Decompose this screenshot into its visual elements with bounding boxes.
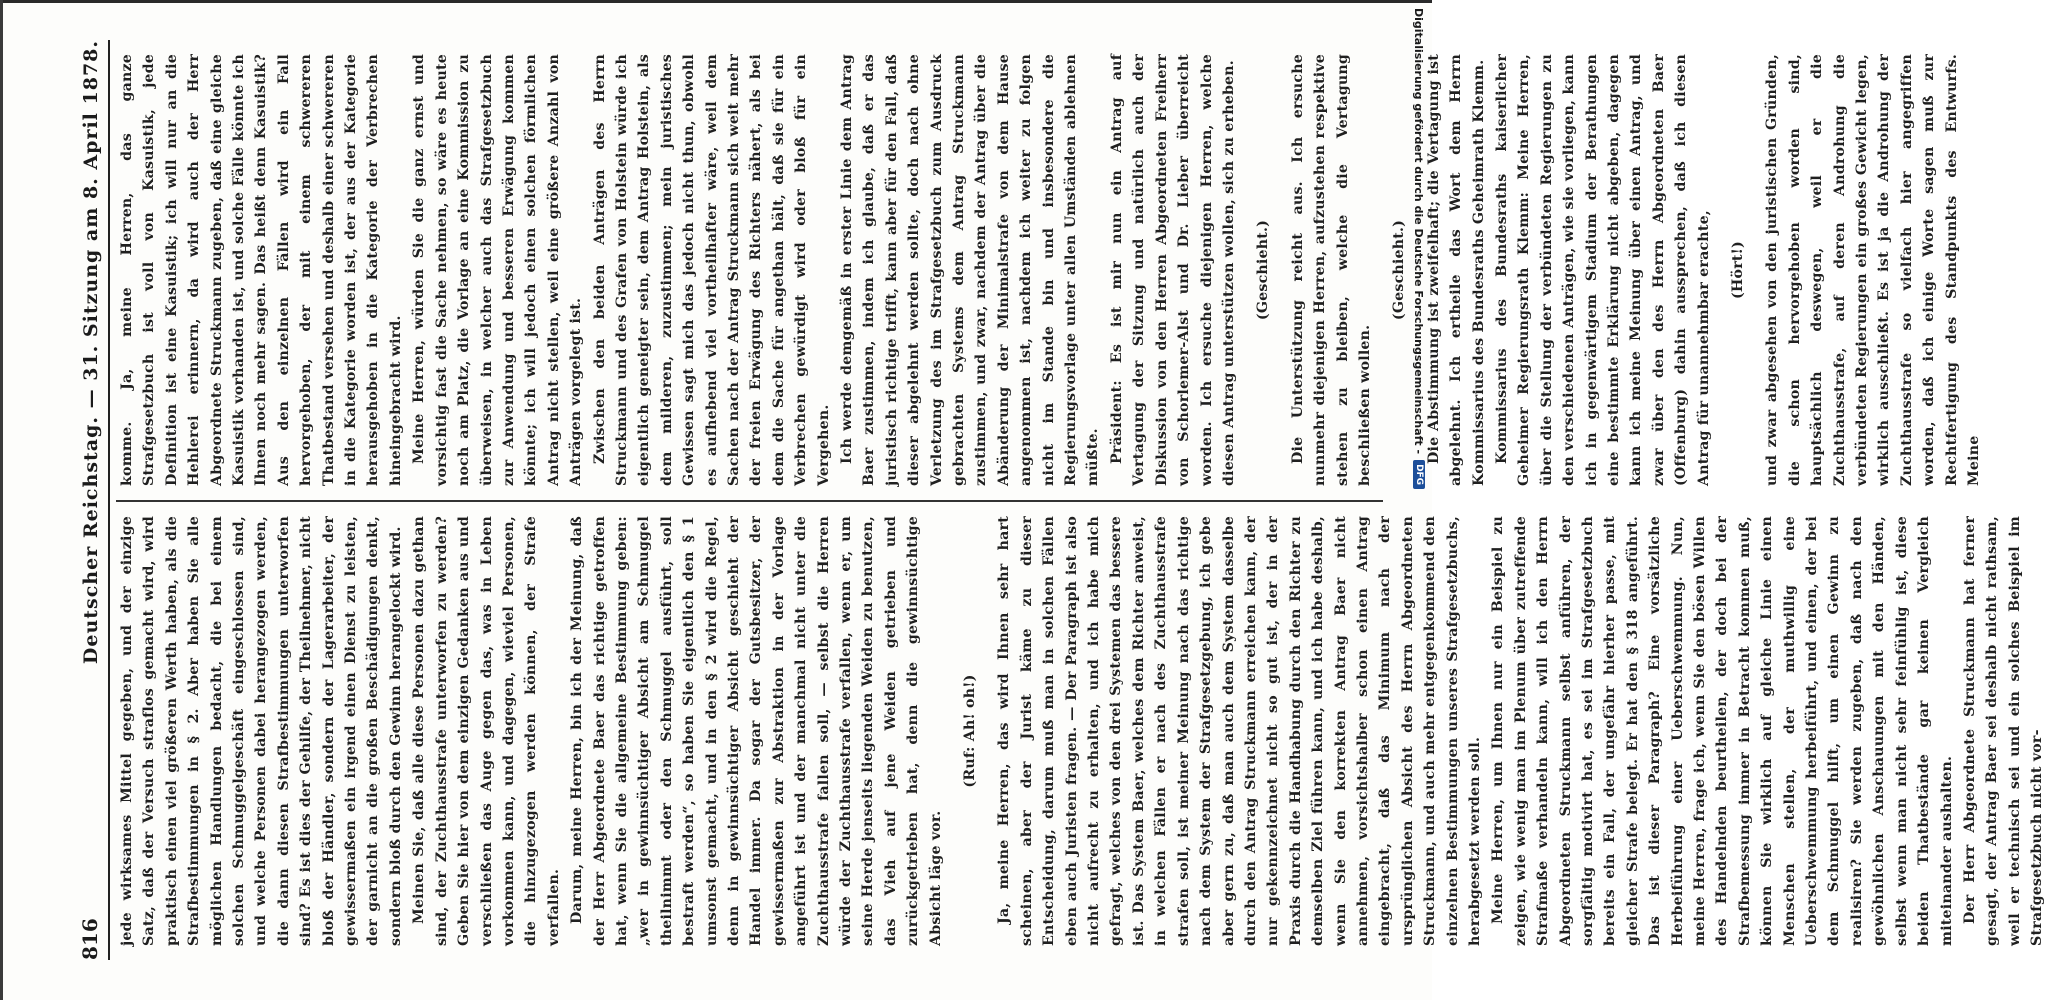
left-paragraph: Meine Herren, um Ihnen nur ein Beispiel zu zeigen, wie wenig man im Plenum über zutreffende Strafmaße verhandeln kann, will ich den Herrn Abgeordneten Struckmann selbst anführen, der sorgfältig motivirt hat, es sei im Strafgesetzbuch bereits ein Fall, der ungefähr hierher passe, mit gleicher Strafe belegt. Er hat den § 318 angeführt. Das ist dieser Paragraph? Eine vorsätzliche Herbeiführung einer Ueberschwemmung. Nun, meine Herren, frage ich, wenn Sie den bösen Willen des Handelnden beurtheilen, der doch bei der Strafbemessung immer in Betracht kommen muß, können Sie wirklich auf gleiche Linie einen Menschen stellen, der muthwillig eine Ueberschwemmung herbeiführt, und einen, der bei dem Schmuggel hilft, um einen Gewinn zu realisiren? Sie werden zugeben, daß nach den gewöhnlichen Anschauungen mit den Händen, selbst wenn man nicht sehr feinfühlig ist, diese beiden Thatbestände gar keinen Vergleich miteinander aushalten. <box>1490 516 1955 946</box>
president-paragraph: Präsident: Es ist mir nun ein Antrag auf Vertagung der Sitzung und natürlich auch der Diskussion von den Herren Abgeordneten Freiherr von Schorlemer-Alst und Dr. Lieber überreicht worden. Ich ersuche diejenigen Herren, welche diesen Antrag unterstützen wollen, sich zu erheben. <box>1108 54 1237 486</box>
left-paragraph: Der Herr Abgeordnete Struckmann hat ferner gesagt, der Antrag Baer sei deshalb nicht rathsam, weil er technisch sei und ein solches Beispiel im Strafgesetzbuch nicht vor- <box>1961 516 2046 946</box>
dfg-logo: DFG <box>1413 460 1425 489</box>
right-paragraph: Die Unterstützung reicht aus. Ich ersuche nunmehr diejenigen Herren, aufzustehen respektive stehen zu bleiben, welche die Vertagung beschließen wollen. <box>1289 54 1373 486</box>
left-paragraph: Darum, meine Herren, bin ich der Meinung, daß der Herr Abgeordnete Baer das richtige getroffen hat, wenn Sie die allgemeine Bestimmung geben: „wer in gewinnsüchtiger Absicht am Schmuggel theilnimmt oder den Schmuggel ausführt, soll bestraft werden“, so haben Sie eigentlich den § 1 umsonst gemacht, und in den § 2 wird die Regel, denn in gewinnsüchtiger Absicht geschieht der Handel immer. Da sogar der Gutsbesitzer, der gewissermaßen zur Abstraktion in der Vorlage angeführt ist und der manchmal nicht unter die Zuchthausstrafe fallen soll, — selbst die Herren würde der Zuchthausstrafe verfallen, wenn er, um seine Herde jenseits liegenden Weiden zu benutzen, das Vieh auf jene Weiden getrieben und zurückgetrieben hat, denn die gewinnsüchtige Absicht läge vor. <box>569 516 944 946</box>
header-rule <box>108 40 110 960</box>
commissioner-paragraph: Kommissarius des Bundesraths kaiserlicher Geheimer Regierungsrath Klemm: Meine Herren, über die Stellung der verbündeten Regierungen zu den verschiedenen Anträgen, wie sie vorliegen, kann ich in gegenwärtigem Stadium der Berathungen eine bestimmte Erklärung nicht abgeben, dagegen kann ich meine Meinung über einen Antrag, und zwar über den des Herrn Abgeordneten Baer (Offenburg) dahin aussprechen, daß ich diesen Antrag für unannehmbar erachte, <box>1493 54 1712 486</box>
page-number: 816 <box>78 918 102 960</box>
right-paragraph: Zwischen den beiden Anträgen des Herrn Struckmann und des Grafen von Holstein würde ich eigentlich geneigter sein, dem Antrag Holstein, als dem milderen, zuzustimmen; mein juristisches Gewissen sagt mich das jedoch nicht thun, obwohl es aufhebend viel vortheilhafter wäre, weil dem Sachen nach der Antrag Struckmann sich weit mehr der freien Erwägung des Richters nähert, als bei dem die Sache für angethan hält, daß sie für ein Verbrechen gewürdigt wird oder bloß für ein Vergehen. <box>591 54 832 486</box>
digitization-credit <box>1408 8 1430 998</box>
interjection: (Ruf: Ah! oh!) <box>962 674 979 788</box>
left-paragraph: Meinen Sie, daß alle diese Personen dazu gethan sind, der Zuchthausstrafe unterworfen zu werden? Geben Sie hier von dem einzigen Gedanken aus und verschließen das Auge gegen das, was in Leben vorkommen kann, und dagegen, wieviel Personen, die hinzugezogen werden können, der Strafe verfallen. <box>411 516 562 946</box>
right-paragraph: Die Abstimmung ist zweifelhaft; die Vertagung ist abgelehnt. Ich ertheile das Wort dem Herrn Kommissarius des Bundesraths Geheimrath Klemm. <box>1425 54 1487 486</box>
left-paragraph: jede wirksames Mittel gegeben, und der einzige Satz, daß der Versuch straflos gemacht wird, wird praktisch einen viel größeren Werth haben, als die Strafbestimmungen in § 2. Aber haben Sie alle möglichen Handlungen bedacht, die bei einem solchen Schmuggelgeschäft eingeschlossen sind, und welche Personen dabei herangezogen werden, die dann diesen Strafbestimmungen unterworfen sind? Es ist dies der Gehilfe, der Theilnehmer, nicht bloß der Händler, sondern der Lagerarbeiter, der gewissermaßen ein irgend einen Dienst zu leisten, der garnicht an die großen Beschädigungen denkt, sondern bloß durch den Gewinn herangelockt wird. <box>119 516 404 946</box>
right-paragraph: und zwar abgesehen von den juristischen Gründen, die schon hervorgehoben worden sind, hauptsächlich deswegen, weil er die Zuchthausstrafe, auf deren Androhung die verbündeten Regierungen ein großes Gewicht legen, wirklich ausschließt. Es ist ja die Androhung der Zuchthausstrafe so vielfach hier angegriffen worden, daß ich einige Worte sagen muß zur Rechtfertigung des Standpunkts des Entwurfs. Meine <box>1764 54 1983 486</box>
left-paragraph: Ja, meine Herren, das wird Ihnen sehr hart scheinen, aber der Jurist käme zu dieser Entscheidung, darum muß man in solchen Fällen eben auch Juristen fragen. — Der Paragraph ist also nicht aufrecht zu erhalten, und ich habe mich gefragt, welches von den drei Systemen das bessere ist. Das System Baer, welches dem Richter anweist, in welchen Fällen er nach des Zuchthausstrafe strafen soll, ist meiner Meinung nach das richtige nach dem System der Strafgesetzgebung, ich gebe aber gern zu, daß man auch dem System dasselbe durch den Antrag Struckmann erreichen kann, der nur gekennzeichnet nicht so gut ist, der in der Praxis durch die Handhabung durch den Richter zu demselben Ziel führen kann, und ich habe deshalb, wenn Sie den korrekten Antrag Baer nicht annehmen, vorsichtshalber schon einen Antrag eingebracht, daß das Minimum nach der ursprünglichen Absicht des Herrn Abgeordneten Struckmann, und auch mehr entgegenkommend den einzelnen Bestimmungen unseres Strafgesetzbuchs, herabgesetzt werden soll. <box>996 516 1483 946</box>
running-header <box>78 40 106 960</box>
stage-direction: (Geschieht.) <box>1255 219 1272 321</box>
stage-direction: (Geschieht.) <box>1391 219 1408 321</box>
interjection: (Hört!) <box>1730 241 1747 299</box>
right-paragraph: komme. Ja, meine Herren, das ganze Strafgesetzbuch ist voll von Kasuistik, jede Definition ist eine Kasuistik; ich will nur an die Hehlerei erinnern, da wird auch der Herr Abgeordnete Struckmann zugeben, daß eine gleiche Kasuistik vorhanden ist, und solche Fälle könnte ich Ihnen noch mehr sagen. Das heißt denn Kasuistik? Aus den einzelnen Fällen wird ein Fall hervorgehoben, der mit einem schwereren Thatbestand versehen und deshalb einer schwereren in die Kategorie worden ist, der aus der Kategorie herausgehoben in die Kategorie der Verbrechen hineingebracht wird. <box>119 54 404 486</box>
left-column <box>116 500 2046 960</box>
right-paragraph: Meine Herren, würden Sie die ganz ernst und vorsichtig fast die Sache nehmen, so wäre es heute noch am Platz, die Vorlage an eine Kommission zu überweisen, in welcher auch das Strafgesetzbuch zur Anwendung und besseren Erwägung kommen könnte; ich will jedoch einen solchen förmlichen Antrag nicht stellen, weil eine größere Anzahl von Anträgen vorgelegt ist. <box>411 54 585 486</box>
header-title: Deutscher Reichstag. — 31. Sitzung am 8. April 1878. <box>80 40 102 665</box>
credit-text: Digitalisierung gefördert durch die Deutsche Forschungsgemeinschaft - <box>1412 8 1426 455</box>
right-paragraph: Ich werde demgemäß in erster Linie dem Antrag Baer zustimmen, indem ich glaube, daß er das juristisch richtige trifft, kann aber für den Fall, daß dieser abgelehnt werden sollte, doch nach ohne Verletzung des im Strafgesetzbuch zum Ausdruck gebrachten Systems dem Antrag Struckmann zustimmen, und zwar, nachdem der Antrag über die Abänderung der Minimalstrafe von dem Hause angenommen ist, nachdem ich weiter zu folgen nicht im Stande bin und insbesondere die Regierungsvorlage unter allen Umständen ablehnen müßte. <box>839 54 1102 486</box>
